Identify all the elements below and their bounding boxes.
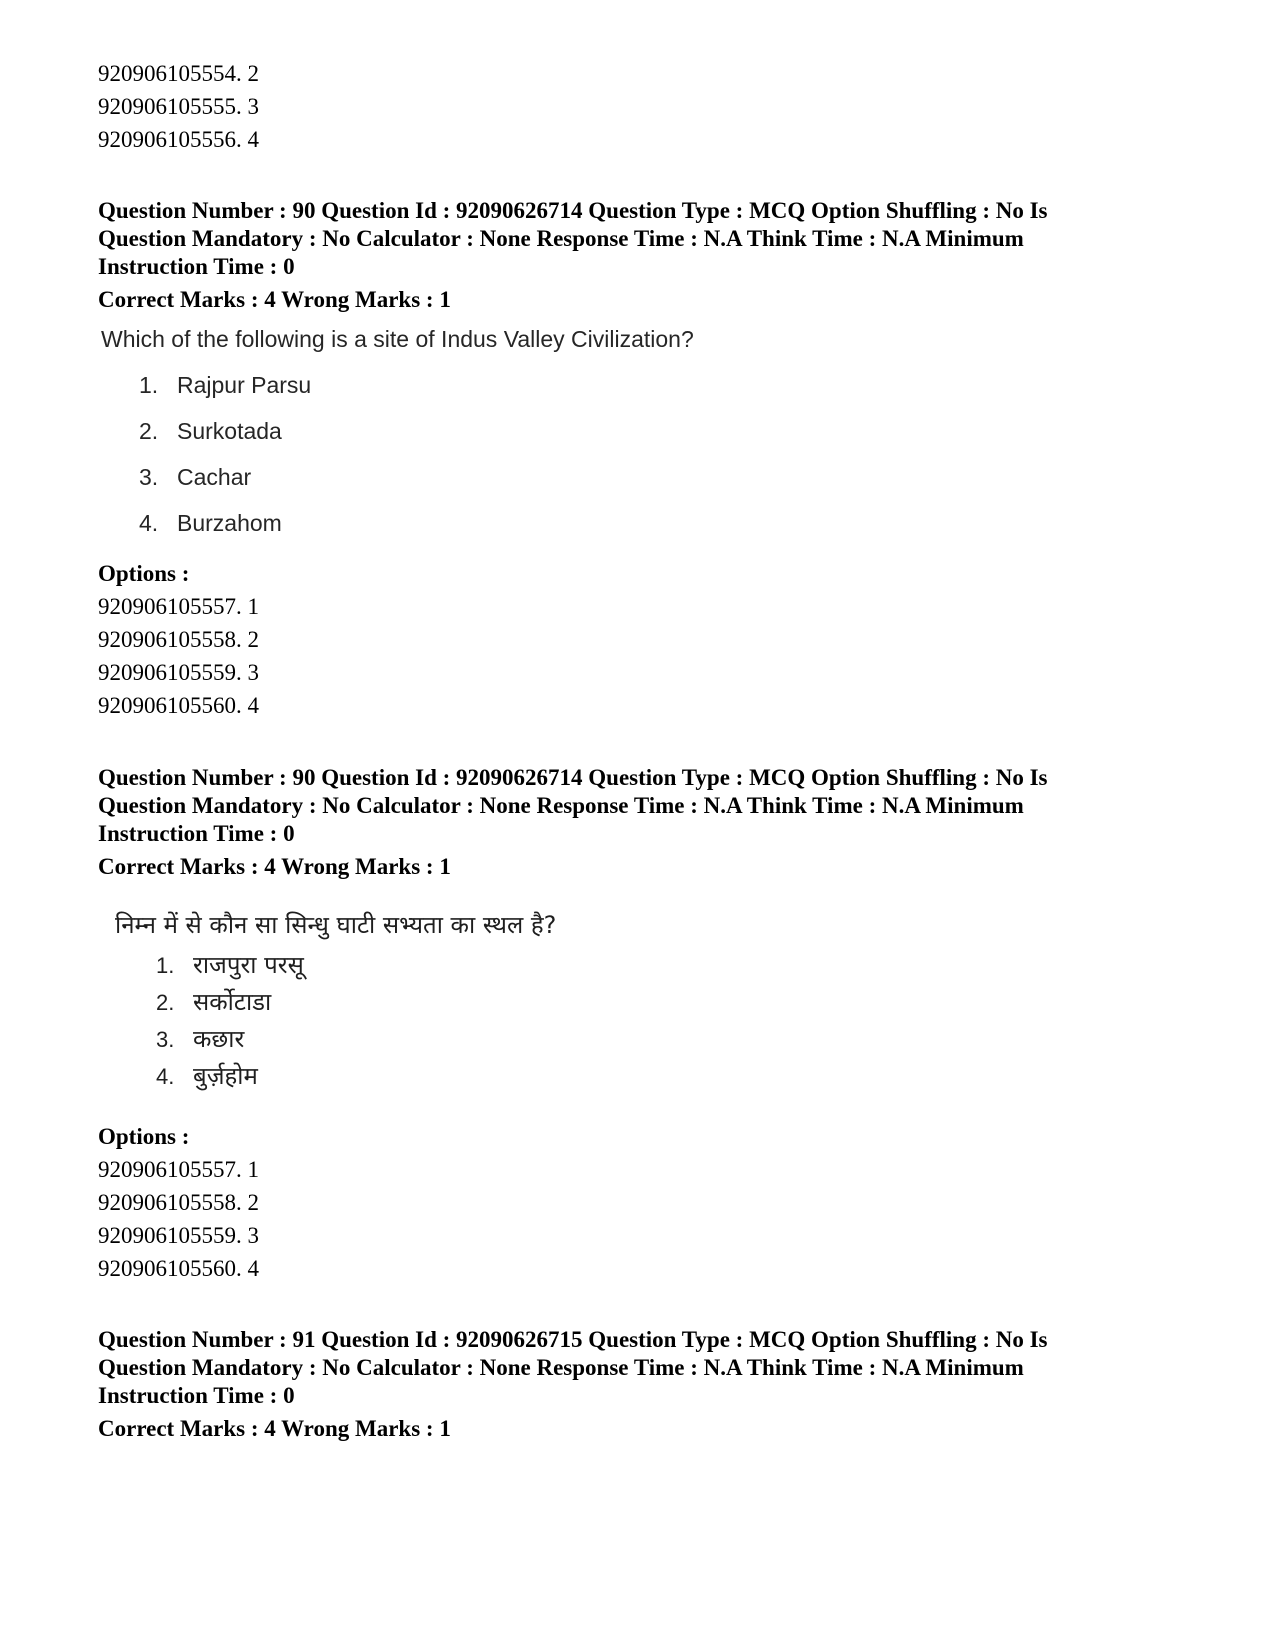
question-meta-line: Question Number : 90 Question Id : 92090626714 Question Type : MCQ Option Shuffling : No Is [98,765,1048,790]
choice-item [101,464,1181,510]
choice-item [101,510,1181,556]
question-meta-line: Question Number : 90 Question Id : 92090626714 Question Type : MCQ Option Shuffling : No Is [98,198,1048,223]
choice-item [101,1021,1181,1058]
option-id-line: 920906105554. 2 [98,61,259,86]
question-91-header [98,1326,1178,1443]
question-choices [101,372,1181,556]
choice-number: 1. [156,953,175,978]
choice-item [101,1058,1181,1095]
options-title: Options : [98,561,190,586]
question-meta-line: Instruction Time : 0 [98,254,295,279]
choice-text: बुर्ज़होम [193,1062,258,1090]
question-meta-line: Question Mandatory : No Calculator : None Response Time : N.A Think Time : N.A Minimum [98,226,1024,251]
choice-text: Surkotada [177,418,282,444]
choice-number: 2. [156,990,175,1015]
question-meta-line: Instruction Time : 0 [98,821,295,846]
option-id-line: 920906105558. 2 [98,1190,259,1215]
question-meta-line: Instruction Time : 0 [98,1383,295,1408]
choice-item [101,372,1181,418]
choice-number: 3. [139,464,159,490]
choice-number: 1. [139,372,159,398]
question-meta-line: Question Number : 91 Question Id : 92090626715 Question Type : MCQ Option Shuffling : No Is [98,1327,1048,1352]
choice-number: 3. [156,1027,175,1052]
option-id-line: 920906105555. 3 [98,94,259,119]
question-meta-line: Question Mandatory : No Calculator : None Response Time : N.A Think Time : N.A Minimum [98,793,1024,818]
options-title: Options : [98,1124,190,1149]
option-id-line: 920906105558. 2 [98,627,259,652]
choice-text: Cachar [177,464,252,490]
option-id-line: 920906105556. 4 [98,127,259,152]
choice-number: 4. [156,1064,175,1089]
previous-options-list [98,57,1178,156]
question-90-english-header [98,197,1178,314]
options-section [98,1120,1178,1285]
choice-item [101,984,1181,1021]
options-section [98,557,1178,722]
marks-line: Correct Marks : 4 Wrong Marks : 1 [98,854,451,879]
choice-text: Rajpur Parsu [177,372,312,398]
option-id-line: 920906105560. 4 [98,693,259,718]
option-id-line: 920906105559. 3 [98,1223,259,1248]
marks-line: Correct Marks : 4 Wrong Marks : 1 [98,1416,451,1441]
question-choices-hindi [101,947,1181,1095]
question-meta-line: Question Mandatory : No Calculator : None Response Time : N.A Think Time : N.A Minimum [98,1355,1024,1380]
choice-text: Burzahom [177,510,282,536]
choice-text: सर्कोटाडा [193,988,272,1016]
option-id-line: 920906105559. 3 [98,660,259,685]
option-id-line: 920906105557. 1 [98,1157,259,1182]
option-id-line: 920906105560. 4 [98,1256,259,1281]
choice-text: कछार [193,1025,245,1053]
choice-number: 2. [139,418,159,444]
choice-item [101,947,1181,984]
marks-line: Correct Marks : 4 Wrong Marks : 1 [98,287,451,312]
choice-text: राजपुरा परसू [193,951,304,979]
option-id-line: 920906105557. 1 [98,594,259,619]
question-text-hindi: निम्न में से कौन सा सिन्धु घाटी सभ्यता का स्थल है? [115,911,557,939]
question-90-hindi-header [98,764,1178,881]
choice-number: 4. [139,510,159,536]
choice-item [101,418,1181,464]
question-text: Which of the following is a site of Indus Valley Civilization? [101,326,694,352]
